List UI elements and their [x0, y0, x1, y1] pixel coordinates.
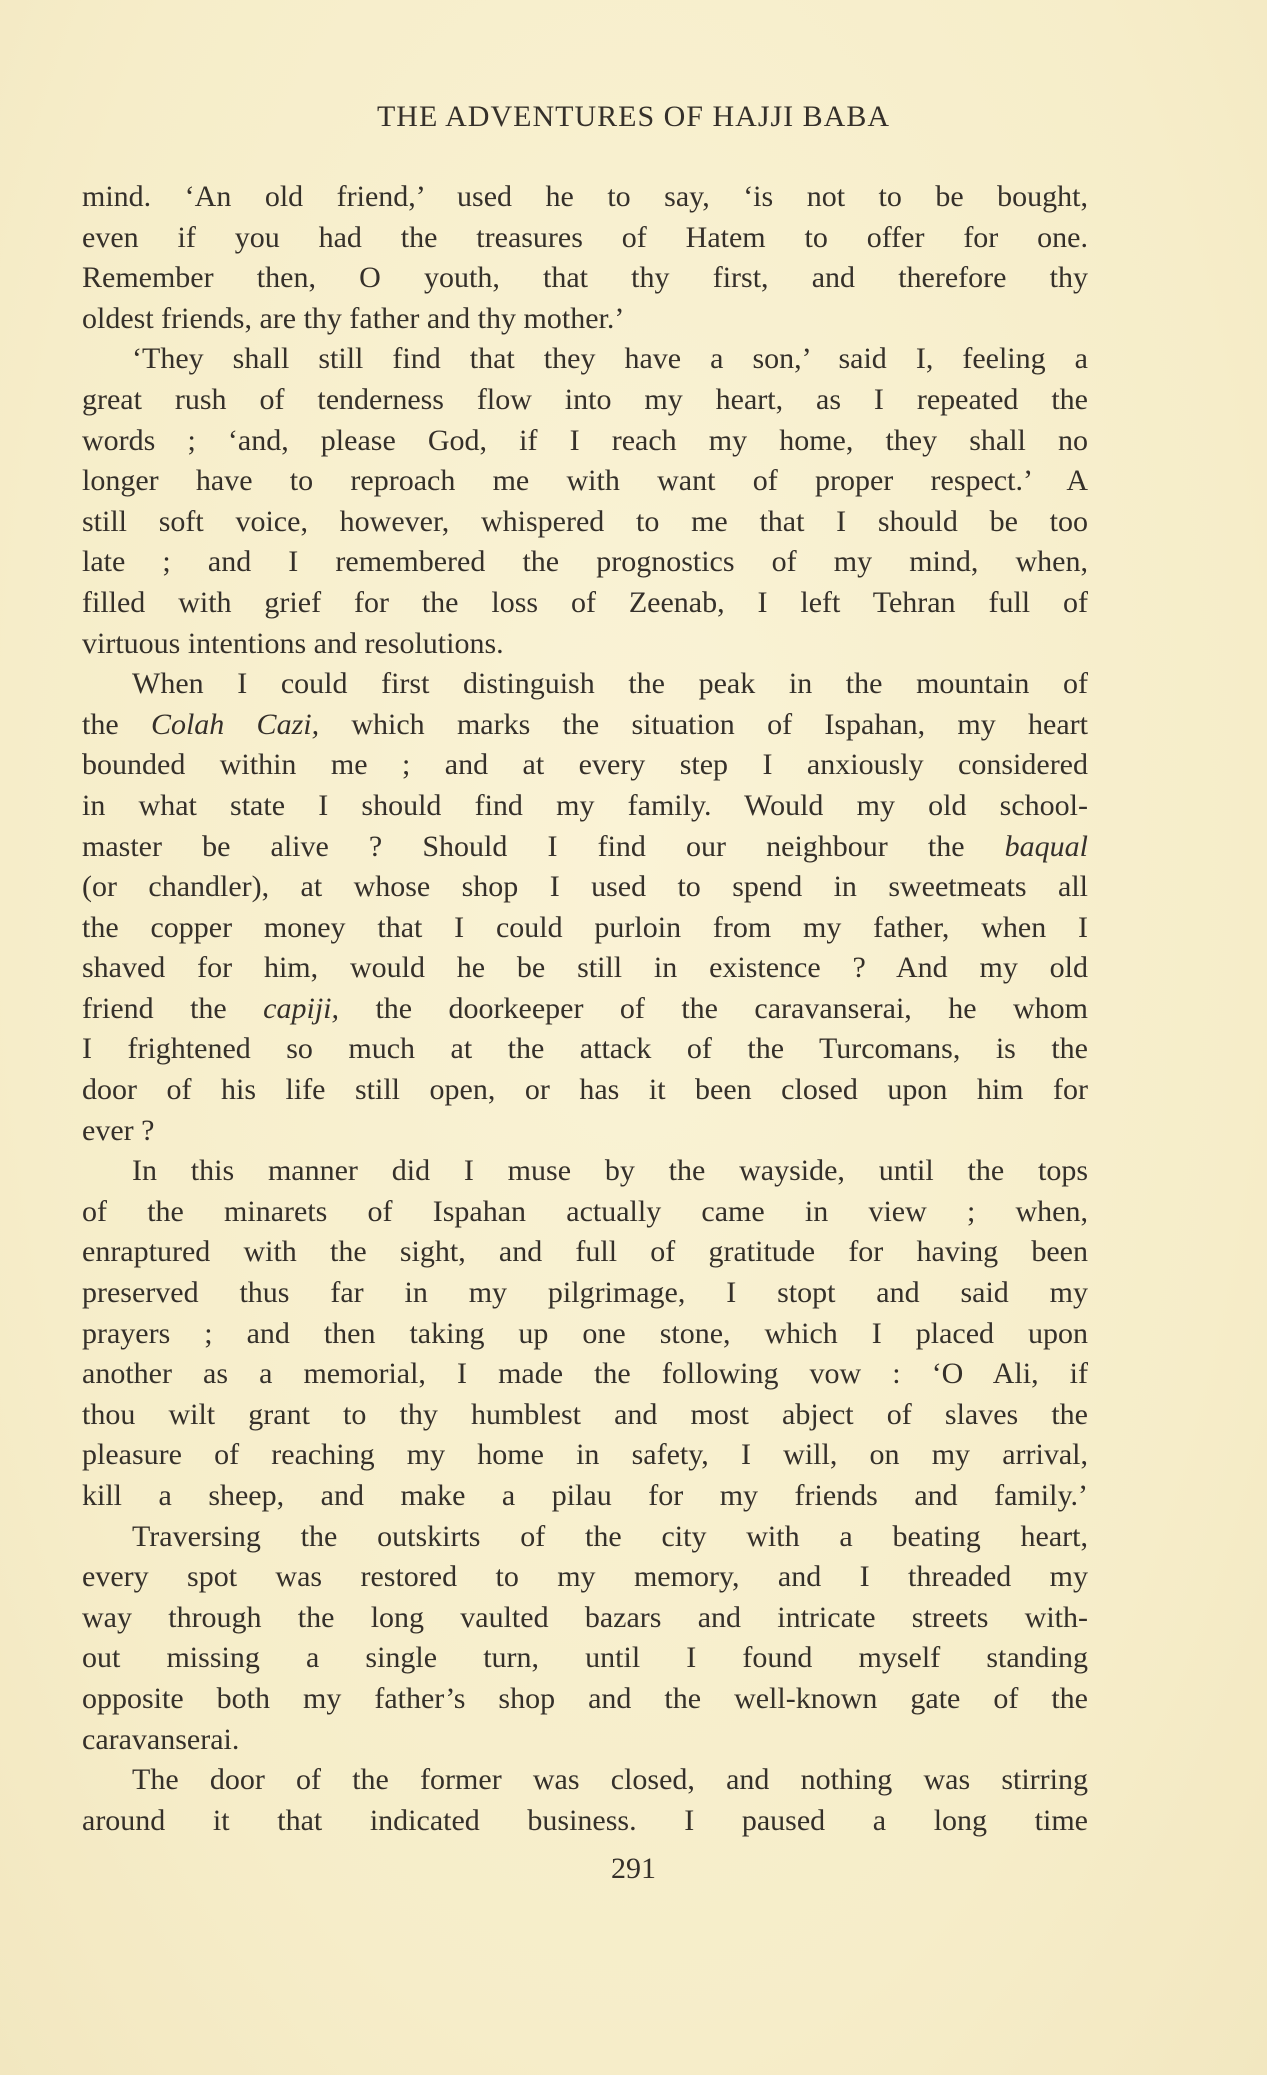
text-run: way through the long vaulted bazars and intricate streets with-: [82, 1600, 1088, 1634]
text-line: [82, 705, 1088, 746]
text-run: words ; ‘and, please God, if I reach my home, they shall no: [82, 423, 1088, 457]
text-run: of the minarets of Ispahan actually came in view ; when,: [82, 1194, 1088, 1228]
text-run: every spot was restored to my memory, and I threaded my: [82, 1560, 1088, 1594]
italic-term: baqual: [1004, 829, 1088, 863]
text-run: ‘They shall still find that they have a son,’ said I, feeling a: [132, 342, 1088, 376]
text-run: When I could first distinguish the peak in the mountain of: [132, 667, 1088, 701]
text-run: I frightened so much at the attack of the Turcomans, is the: [82, 1032, 1088, 1066]
italic-term: Colah Cazi,: [150, 707, 320, 741]
text-run: filled with grief for the loss of Zeenab, I left Tehran full of: [82, 585, 1088, 619]
text-line: [82, 1517, 1088, 1558]
text-line: [82, 583, 1088, 624]
text-run: oldest friends, are thy father and thy mother.’: [82, 301, 625, 335]
text-run: the copper money that I could purloin from my father, when I: [82, 910, 1088, 944]
text-line: [82, 1232, 1088, 1273]
text-line: [82, 1801, 1088, 1842]
text-run: pleasure of reaching my home in safety, I will, on my arrival,: [82, 1438, 1088, 1472]
text-run: the: [82, 707, 151, 741]
text-line: [82, 461, 1088, 502]
text-run: out missing a single turn, until I found myself standing: [82, 1641, 1088, 1675]
text-line: [82, 1111, 1088, 1152]
text-line: [82, 827, 1088, 868]
text-line: [82, 502, 1088, 543]
text-line: [82, 218, 1088, 259]
text-line: [82, 1435, 1088, 1476]
text-line: [82, 542, 1088, 583]
text-line: [82, 1760, 1088, 1801]
text-run: late ; and I remembered the prognostics of my mind, when,: [82, 545, 1088, 579]
text-run: In this manner did I muse by the wayside, until the tops: [132, 1154, 1088, 1188]
text-line: [82, 1354, 1088, 1395]
text-run: preserved thus far in my pilgrimage, I stopt and said my: [82, 1276, 1088, 1310]
text-run: thou wilt grant to thy humblest and most abject of slaves the: [82, 1397, 1088, 1431]
text-line: [82, 1679, 1088, 1720]
text-run: shaved for him, would he be still in existence ? And my old: [82, 951, 1088, 985]
text-run: the doorkeeper of the caravanserai, he whom: [339, 991, 1089, 1025]
text-line: [82, 745, 1088, 786]
text-line: [82, 867, 1088, 908]
text-line: [82, 1598, 1088, 1639]
text-run: virtuous intentions and resolutions.: [82, 626, 504, 660]
text-line: [82, 1557, 1088, 1598]
text-run: even if you had the treasures of Hatem to offer for one.: [82, 220, 1088, 254]
text-run: Remember then, O youth, that thy first, and therefore thy: [82, 261, 1088, 295]
page-number: 291: [611, 1852, 656, 1885]
text-line: [82, 380, 1088, 421]
text-run: longer have to reproach me with want of proper respect.’ A: [82, 464, 1088, 498]
body-text: [82, 177, 1088, 1841]
text-line: [82, 1314, 1088, 1355]
text-line: [82, 1638, 1088, 1679]
text-run: bounded within me ; and at every step I anxiously considered: [82, 748, 1088, 782]
text-run: (or chandler), at whose shop I used to spend in sweetmeats all: [82, 870, 1088, 904]
text-run: ever ?: [82, 1113, 155, 1147]
text-line: [82, 1395, 1088, 1436]
text-line: [82, 624, 1088, 665]
text-run: kill a sheep, and make a pilau for my friends and family.’: [82, 1479, 1088, 1512]
text-line: [82, 786, 1088, 827]
text-line: [82, 989, 1088, 1030]
text-run: still soft voice, however, whispered to me that I should be too: [82, 504, 1088, 538]
text-run: caravanserai.: [82, 1722, 240, 1756]
text-run: around it that indicated business. I paused a long time: [82, 1803, 1088, 1837]
text-line: [82, 1029, 1088, 1070]
text-line: [82, 421, 1088, 462]
text-line: [82, 948, 1088, 989]
text-run: opposite both my father’s shop and the well-known gate of the: [82, 1681, 1088, 1715]
text-run: another as a memorial, I made the following vow : ‘O Ali, if: [82, 1357, 1088, 1391]
text-line: [82, 908, 1088, 949]
text-line: [82, 1070, 1088, 1111]
text-run: friend the: [82, 991, 264, 1025]
text-line: [82, 299, 1088, 340]
text-run: mind. ‘An old friend,’ used he to say, ‘is not to be bought,: [82, 180, 1088, 213]
text-run: great rush of tenderness flow into my heart, as I repeated the: [82, 382, 1088, 416]
italic-term: capiji,: [263, 991, 339, 1025]
text-run: which marks the situation of Ispahan, my heart: [319, 707, 1088, 741]
text-line: [82, 258, 1088, 299]
text-line: [82, 177, 1088, 218]
text-line: [82, 339, 1088, 380]
text-line: [82, 1192, 1088, 1233]
text-run: in what state I should find my family. Would my old school-: [82, 788, 1088, 822]
text-line: [82, 1476, 1088, 1517]
text-run: master be alive ? Should I find our neighbour the: [82, 829, 1005, 863]
running-header: THE ADVENTURES OF HAJJI BABA: [376, 100, 891, 133]
text-run: prayers ; and then taking up one stone, which I placed upon: [82, 1316, 1088, 1350]
text-run: Traversing the outskirts of the city with a beating heart,: [132, 1519, 1088, 1553]
text-line: [82, 1273, 1088, 1314]
text-line: [82, 1151, 1088, 1192]
text-line: [82, 664, 1088, 705]
text-run: enraptured with the sight, and full of gratitude for having been: [82, 1235, 1088, 1269]
text-line: [82, 1720, 1088, 1761]
text-run: The door of the former was closed, and nothing was stirring: [132, 1763, 1088, 1797]
text-run: door of his life still open, or has it been closed upon him for: [82, 1073, 1088, 1107]
